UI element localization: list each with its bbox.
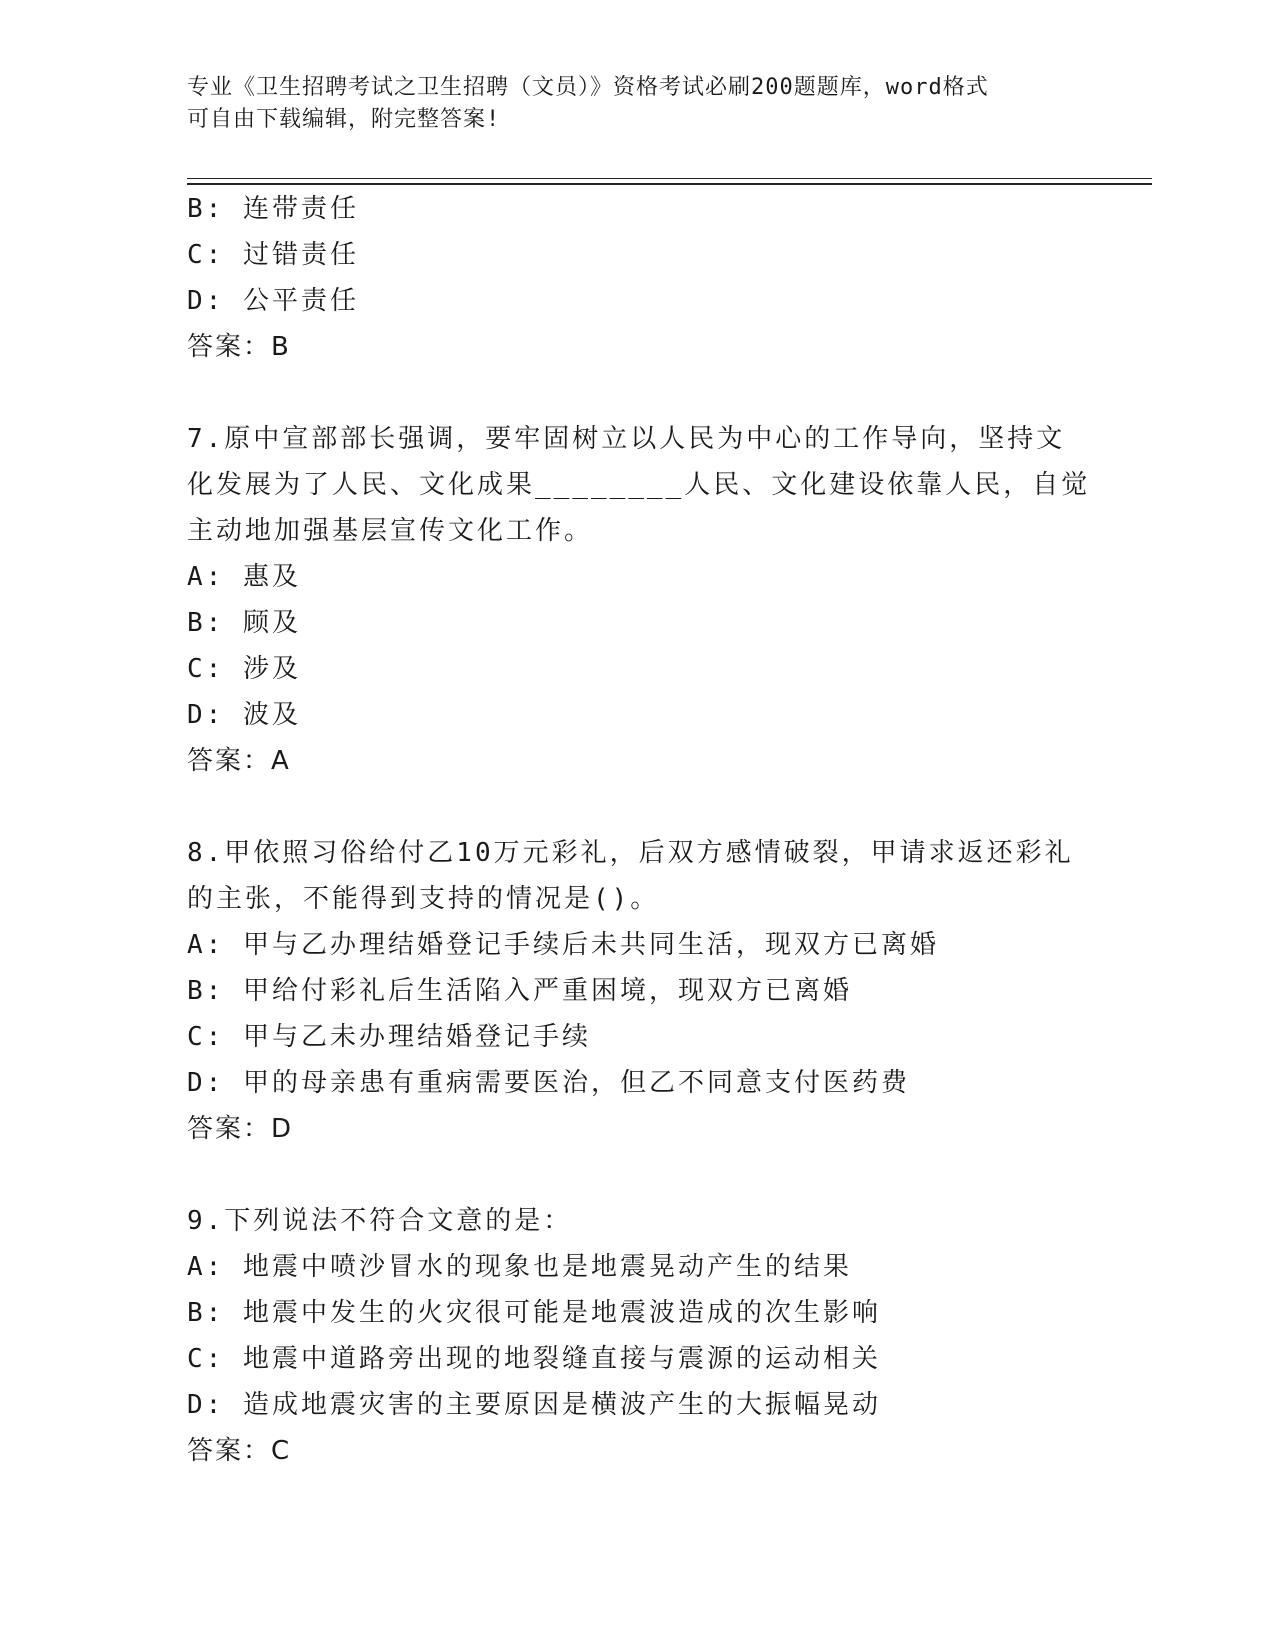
option-c: C: 过错责任 [187,240,359,270]
question-text-line: 7.原中宣部部长强调，要牢固树立以人民为中心的工作导向，坚持文 [187,424,1066,454]
question-9 [187,1198,1087,1474]
header-line-1: 专业《卫生招聘考试之卫生招聘（文员）》资格考试必刷200题题库，word格式 [187,75,989,100]
header-rule-thin [187,178,1152,179]
option-b: B: 地震中发生的火灾很可能是地震波造成的次生影响 [187,1298,881,1328]
option-d: D: 公平责任 [187,286,359,316]
question-content [187,186,1091,1474]
option-c: C: 涉及 [187,654,301,684]
option-c: C: 甲与乙未办理结婚登记手续 [187,1022,591,1052]
question-text-line: 的主张，不能得到支持的情况是()。 [187,884,660,914]
option-a: A: 惠及 [187,562,301,592]
question-text-line: 9.下列说法不符合文意的是： [187,1206,573,1236]
option-a: A: 甲与乙办理结婚登记手续后未共同生活，现双方已离婚 [187,930,939,960]
answer-label: 答案：D [187,1114,294,1144]
question-8 [187,830,1087,1152]
answer-label: 答案：C [187,1436,292,1466]
answer-label: 答案：B [187,332,291,362]
option-d: D: 造成地震灾害的主要原因是横波产生的大振幅晃动 [187,1390,881,1420]
option-a: A: 地震中喷沙冒水的现象也是地震晃动产生的结果 [187,1252,852,1282]
question-text-line: 主动地加强基层宣传文化工作。 [187,516,594,546]
option-c: C: 地震中道路旁出现的地裂缝直接与震源的运动相关 [187,1344,881,1374]
prev-question-block [187,186,1087,370]
header-rule-thick [187,183,1152,185]
option-d: D: 甲的母亲患有重病需要医治，但乙不同意支付医药费 [187,1068,910,1098]
answer-label: 答案：A [187,746,291,776]
question-text-line: 8.甲依照习俗给付乙10万元彩礼，后双方感情破裂，甲请求返还彩礼 [187,838,1074,868]
option-b: B: 甲给付彩礼后生活陷入严重困境，现双方已离婚 [187,976,852,1006]
question-text-line: 化发展为了人民、文化成果________人民、文化建设依靠人民，自觉 [187,470,1091,500]
document-header [187,72,1077,136]
option-b: B: 连带责任 [187,194,359,224]
option-d: D: 波及 [187,700,301,730]
option-b: B: 顾及 [187,608,301,638]
header-line-2: 可自由下载编辑，附完整答案! [187,107,501,132]
question-7 [187,416,1091,784]
